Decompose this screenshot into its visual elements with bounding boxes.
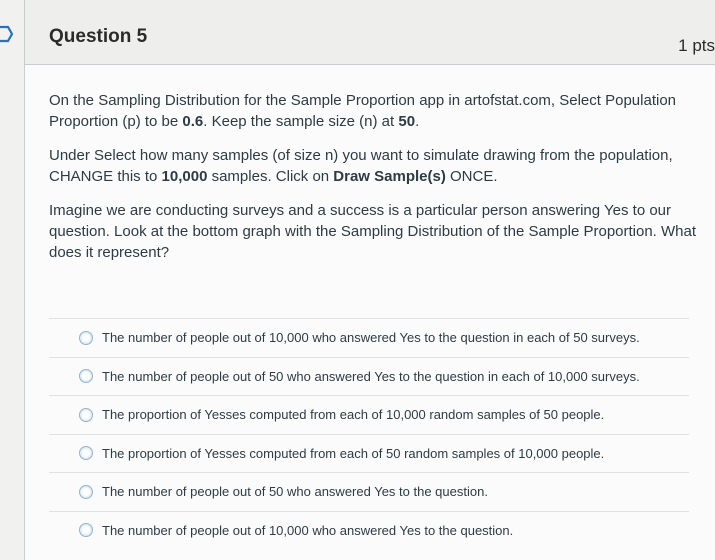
text-run: . Keep the sample size (n) at xyxy=(203,113,399,130)
question-text xyxy=(49,90,699,276)
bold-text: 10,000 xyxy=(161,168,208,185)
answer-option[interactable] xyxy=(49,357,689,396)
answer-option[interactable] xyxy=(49,395,689,434)
text-run: On the Sampling Distribution for the Sample Proportion app in artofstat.com, Select Population Proportion (p) to be xyxy=(49,92,677,130)
bold-text: 0.6 xyxy=(182,113,204,130)
answer-option[interactable] xyxy=(49,434,689,473)
answer-option[interactable] xyxy=(49,318,689,357)
question-paragraph-3 xyxy=(49,200,699,263)
radio-button[interactable] xyxy=(79,523,93,537)
radio-button[interactable] xyxy=(79,331,93,345)
question-card xyxy=(24,0,715,560)
answer-label: The number of people out of 50 who answered Yes to the question in each of 10,000 surveys. xyxy=(102,368,640,384)
question-points: 1 pts xyxy=(678,36,715,55)
text-run: . xyxy=(415,113,420,130)
text-run: Under Select how many samples (of size n) you want to simulate drawing from the population, CHANGE this to xyxy=(49,147,673,185)
bold-text: 50 xyxy=(398,113,416,130)
text-run: ONCE. xyxy=(445,168,498,185)
radio-button[interactable] xyxy=(79,446,93,460)
answer-option[interactable] xyxy=(49,472,689,511)
radio-button[interactable] xyxy=(79,485,93,499)
answer-list xyxy=(49,318,689,549)
answer-option[interactable] xyxy=(49,511,689,550)
question-flag-icon[interactable] xyxy=(0,25,14,43)
answer-label: The number of people out of 10,000 who answered Yes to the question in each of 50 surveys. xyxy=(102,330,640,346)
answer-label: The number of people out of 10,000 who answered Yes to the question. xyxy=(102,522,514,538)
question-title: Question 5 xyxy=(49,26,148,47)
answer-label: The number of people out of 50 who answered Yes to the question. xyxy=(102,484,488,500)
text-run: Imagine we are conducting surveys and a success is a particular person answering Yes to our question. Look at the bottom graph with the Sampling Distribution of the Sample Proportion. What does it represent? xyxy=(49,202,697,261)
radio-button[interactable] xyxy=(79,369,93,383)
text-run: samples. Click on xyxy=(207,168,334,185)
radio-button[interactable] xyxy=(79,408,93,422)
question-paragraph-2 xyxy=(49,145,699,187)
answer-label: The proportion of Yesses computed from each of 50 random samples of 10,000 people. xyxy=(102,445,605,461)
bold-text: Draw Sample(s) xyxy=(333,168,446,185)
question-paragraph-1 xyxy=(49,90,699,132)
question-header xyxy=(25,0,715,65)
answer-label: The proportion of Yesses computed from each of 10,000 random samples of 50 people. xyxy=(102,407,605,423)
